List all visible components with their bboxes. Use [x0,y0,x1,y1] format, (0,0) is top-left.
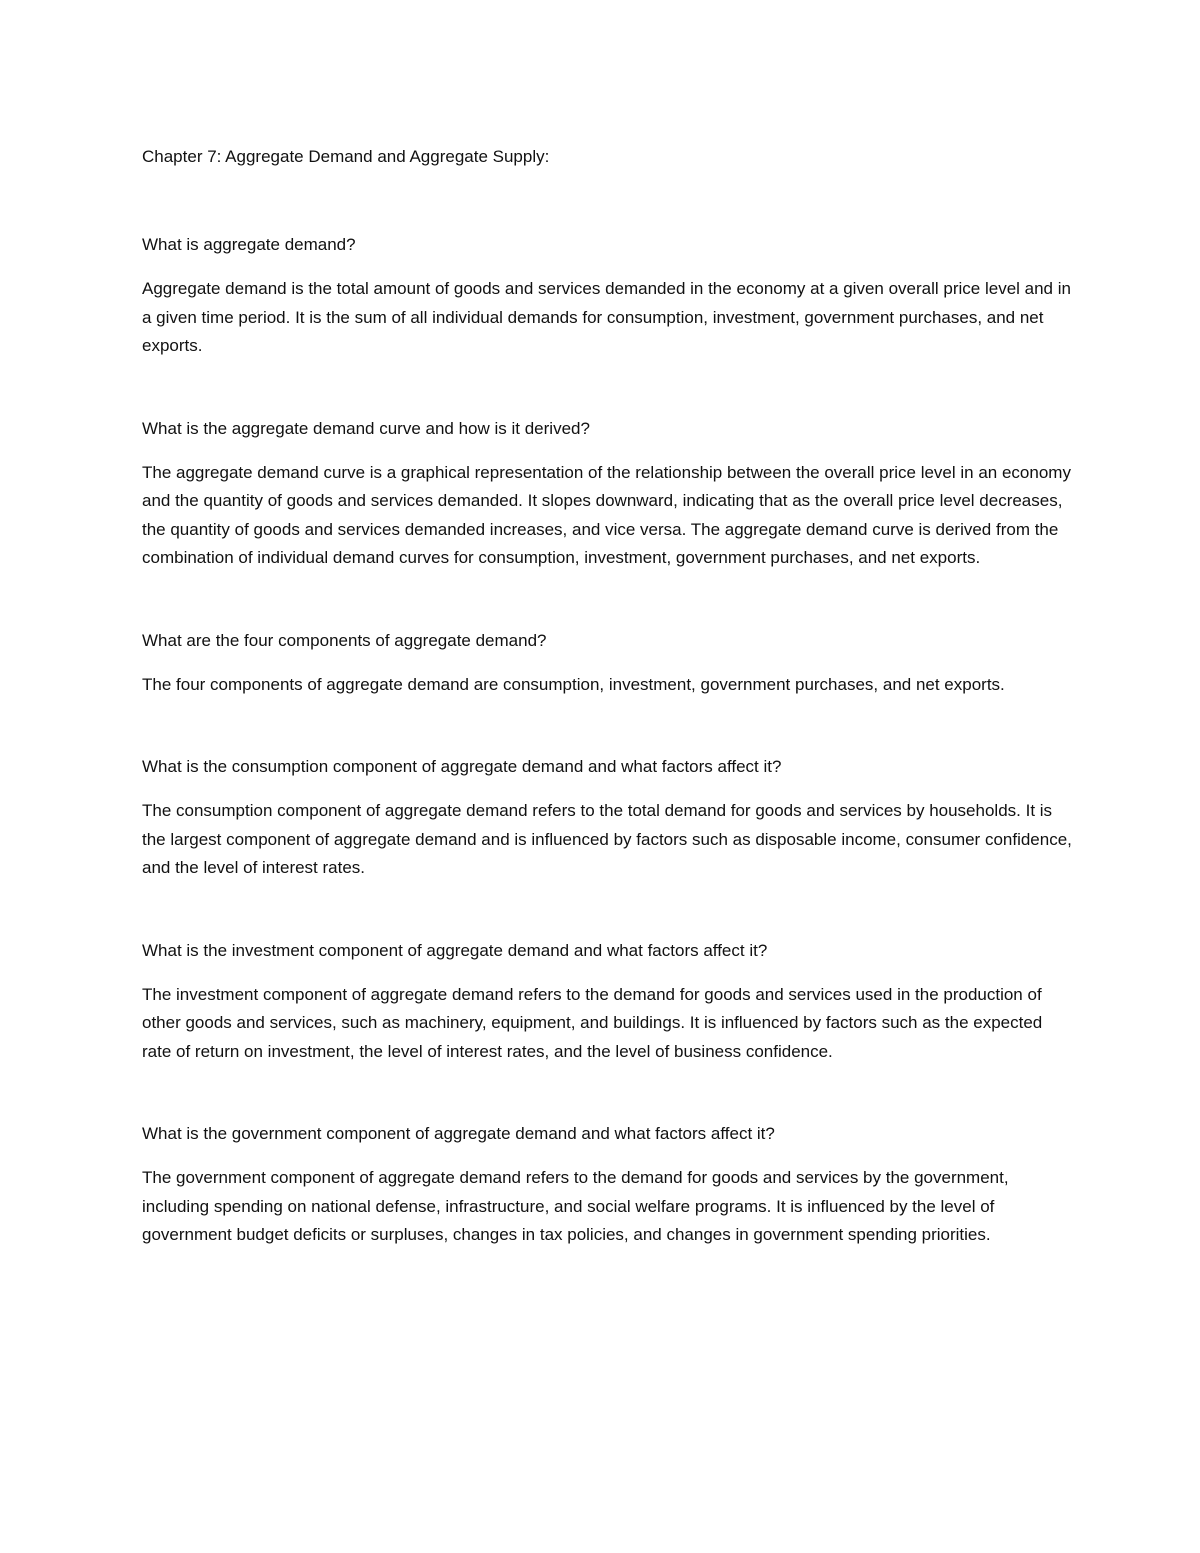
qa-section [142,753,1072,883]
answer-paragraph: The investment component of aggregate demand refers to the demand for goods and services used in the production of other goods and services, such as machinery, equipment, and buildings. It is influenced by factors such as the expected rate of return on investment, the level of interest rates, and the level of business confidence. [142,984,1043,1061]
chapter-title: Chapter 7: Aggregate Demand and Aggregate Supply: [142,147,550,166]
qa-section [142,937,1072,1067]
question-heading: What are the four components of aggregate demand? [142,630,547,650]
question-heading: What is the consumption component of aggregate demand and what factors affect it? [142,757,782,776]
question-heading: What is the aggregate demand curve and how is it derived? [142,418,590,438]
document-body [142,143,1072,1250]
question-heading: What is aggregate demand? [142,235,356,254]
qa-section [142,231,1072,361]
answer-paragraph: Aggregate demand is the total amount of goods and services demanded in the economy at a given overall price level and in a given time period. It is the sum of all individual demands for consumption, investment, government purchases, and net exports. [142,279,1071,355]
answer-paragraph: The four components of aggregate demand are consumption, investment, government purchases, and net exports. [142,674,1005,694]
answer-paragraph: The consumption component of aggregate demand refers to the total demand for goods and services by households. It is the largest component of aggregate demand and is influenced by factors such as disposable income, consumer confidence, and the level of interest rates. [142,801,1072,877]
qa-section [142,1120,1072,1250]
qa-section [142,415,1072,573]
question-heading: What is the investment component of aggregate demand and what factors affect it? [142,940,768,960]
qa-section [142,627,1072,700]
question-heading: What is the government component of aggregate demand and what factors affect it? [142,1124,775,1143]
answer-paragraph: The government component of aggregate demand refers to the demand for goods and services by the government, including spending on national defense, infrastructure, and social welfare programs. It is influenced by the level of government budget deficits or surpluses, changes in tax policies, and changes in government spending priorities. [142,1168,1009,1244]
answer-paragraph: The aggregate demand curve is a graphical representation of the relationship between the overall price level in an economy and the quantity of goods and services demanded. It slopes downward, indicating that as the overall price level decreases, the quantity of goods and services demanded increases, and vice versa. The aggregate demand curve is derived from the combination of individual demand curves for consumption, investment, government purchases, and net exports. [142,462,1071,567]
